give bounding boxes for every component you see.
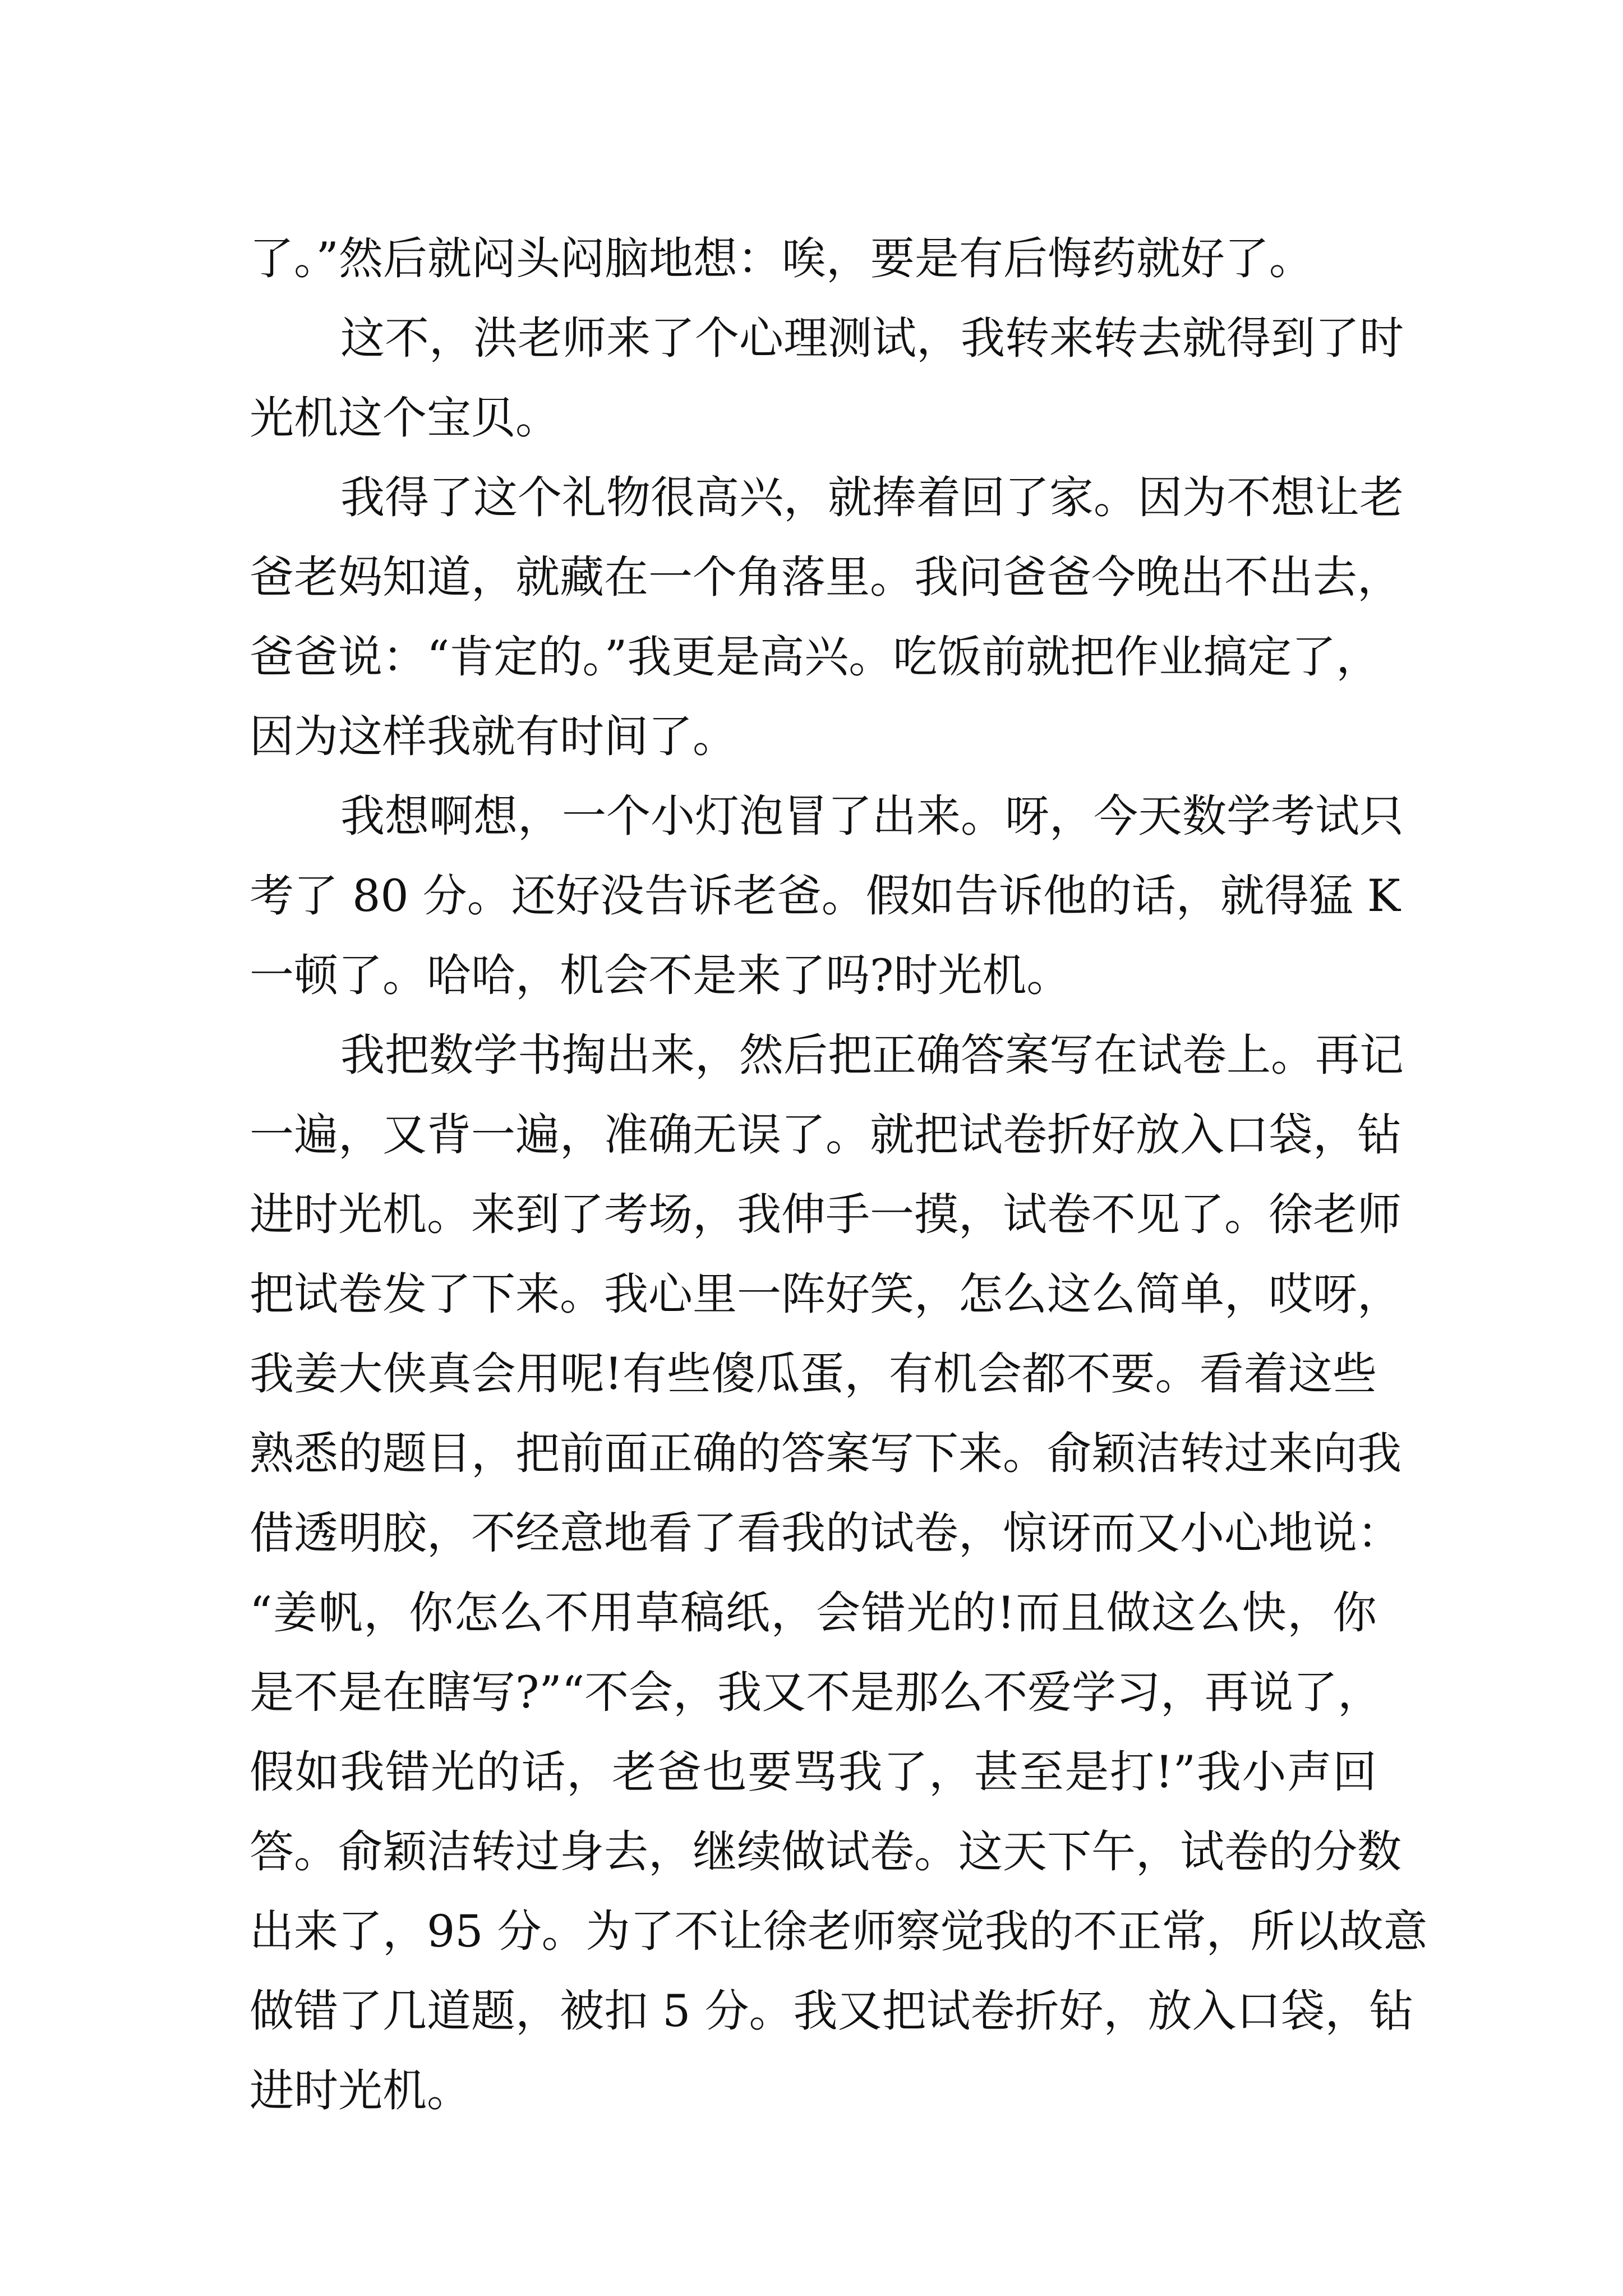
- text-line-20: 假如我错光的话，老爸也要骂我了，甚至是打!”我小声回: [250, 1746, 1377, 1798]
- text-line-18: “姜帆，你怎么不用草稿纸，会错光的!而且做这么快，你: [250, 1587, 1377, 1639]
- text-line-11: 我把数学书掏出来，然后把正确答案写在试卷上。再记: [340, 1029, 1404, 1081]
- text-line-8: 我想啊想，一个小灯泡冒了出来。呀，今天数学考试只: [340, 790, 1404, 842]
- text-line-15: 我姜大侠真会用呢!有些傻瓜蛋，有机会都不要。看着这些: [250, 1348, 1377, 1400]
- text-line-10: 一顿了。哈哈，机会不是来了吗?时光机。: [250, 950, 1071, 1001]
- text-line-17: 借透明胶，不经意地看了看我的试卷，惊讶而又小心地说：: [250, 1507, 1401, 1559]
- text-line-22: 出来了，95 分。为了不让徐老师察觉我的不正常，所以故意: [250, 1906, 1428, 1957]
- text-line-13: 进时光机。来到了考场，我伸手一摸，试卷不见了。徐老师: [250, 1189, 1401, 1240]
- text-line-9: 考了 80 分。还好没告诉老爸。假如告诉他的话，就得猛 K: [250, 870, 1400, 922]
- text-line-3: 光机这个宝贝。: [250, 392, 560, 444]
- text-line-7: 因为这样我就有时间了。: [250, 711, 737, 762]
- text-line-21: 答。俞颖洁转过身去，继续做试卷。这天下午，试卷的分数: [250, 1826, 1401, 1878]
- text-line-12: 一遍，又背一遍，准确无误了。就把试卷折好放入口袋，钻: [250, 1109, 1401, 1161]
- text-line-19: 是不是在瞎写?”“不会，我又不是那么不爱学习，再说了，: [250, 1667, 1382, 1718]
- text-line-16: 熟悉的题目，把前面正确的答案写下来。俞颖洁转过来向我: [250, 1428, 1401, 1479]
- text-line-2: 这不，洪老师来了个心理测试，我转来转去就得到了时: [340, 312, 1404, 364]
- text-line-14: 把试卷发了下来。我心里一阵好笑，怎么这么简单，哎呀，: [250, 1268, 1401, 1320]
- text-line-5: 爸老妈知道，就藏在一个角落里。我问爸爸今晚出不出去，: [250, 551, 1401, 603]
- text-line-23: 做错了几道题，被扣 5 分。我又把试卷折好，放入口袋，钻: [250, 1985, 1414, 2037]
- text-line-1: 了。”然后就闷头闷脑地想：唉，要是有后悔药就好了。: [250, 233, 1313, 284]
- text-line-24: 进时光机。: [250, 2065, 471, 2116]
- text-line-6: 爸爸说：“肯定的。”我更是高兴。吃饭前就把作业搞定了，: [250, 631, 1381, 683]
- text-line-4: 我得了这个礼物很高兴，就捧着回了家。因为不想让老: [340, 472, 1404, 523]
- body-text: [250, 219, 1428, 2131]
